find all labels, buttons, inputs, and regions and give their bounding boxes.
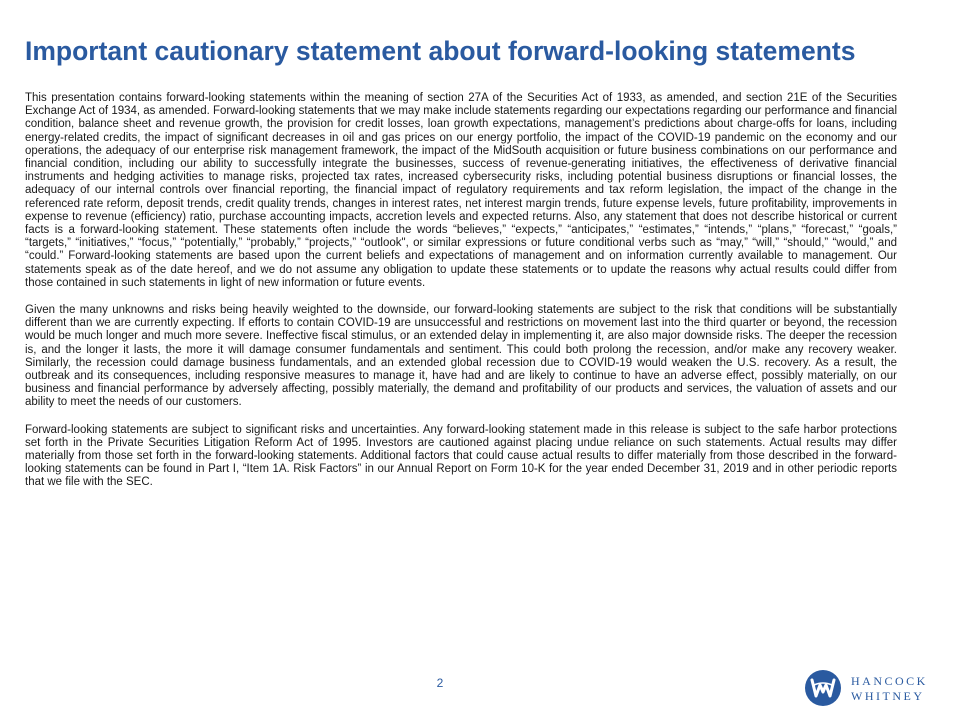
- disclaimer-body: [25, 92, 897, 504]
- logo-text-hancock: HANCOCK: [851, 674, 928, 688]
- disclaimer-paragraph-3: Forward-looking statements are subject to significant risks and uncertainties. Any forward-looking statement made in this release is subject to the safe harbor protections set forth in the Private Securities Litigation Reform Act of 1995. Investors are cautioned against placing undue reliance on such statements. Actual results may differ materially from those set forth in the forward-looking statements. Additional factors that could cause actual results to differ materially from those described in the forward-looking statements can be found in Part I, “Item 1A. Risk Factors” in our Annual Report on Form 10-K for the year ended December 31, 2019 and in other periodic reports that we file with the SEC.: [25, 423, 897, 489]
- hancock-whitney-logo: [805, 670, 935, 710]
- page-number: 2: [436, 676, 444, 690]
- disclaimer-paragraph-1: This presentation contains forward-looking statements within the meaning of section 27A of the Securities Act of 1933, as amended, and section 21E of the Securities Exchange Act of 1934, as amended. Forward-looking statements that we may make include statements regarding our expectations regarding our performance and financial condition, balance sheet and revenue growth, the provision for credit losses, loan growth expectations, management’s predictions about charge-offs for loans, including energy-related credits, the impact of significant decreases in oil and gas prices on our energy portfolio, the impact of the COVID-19 pandemic on the economy and our operations, the adequacy of our enterprise risk management framework, the impact of the MidSouth acquisition or future business combinations on our performance and financial condition, including our ability to successfully integrate the businesses, success of revenue-generating initiatives, the effectiveness of derivative financial instruments and hedging activities to manage risks, projected tax rates, increased cybersecurity risks, including potential business disruptions or financial losses, the adequacy of our internal controls over financial reporting, the financial impact of regulatory requirements and tax reform legislation, the impact of the change in the referenced rate reform, deposit trends, credit quality trends, changes in interest rates, net interest margin trends, future expense levels, future profitability, improvements in expense to revenue (efficiency) ratio, purchase accounting impacts, accretion levels and expected returns. Also, any statement that does not describe historical or current facts is a forward-looking statement. These statements often include the words “believes,” “expects,” “anticipates,” “estimates,” “intends,” “plans,” “forecast,” “goals,” “targets,” “initiatives,” “focus,” “potentially,” “probably,” “projects,” “outlook", or similar expressions or future conditional verbs such as “may,” “will,” “should,” “would,” and “could.” Forward-looking statements are based upon the current beliefs and expectations of management and on information currently available to management. Our statements speak as of the date hereof, and we do not assume any obligation to update these statements or to update the reasons why actual results could differ from those contained in such statements in light of new information or future events.: [25, 92, 897, 289]
- logo-text-whitney: WHITNEY: [851, 689, 925, 703]
- logo-mark-icon: [805, 670, 841, 706]
- slide-title: Important cautionary statement about forward-looking statements: [25, 36, 856, 66]
- disclaimer-paragraph-2: Given the many unknowns and risks being heavily weighted to the downside, our forward-looking statements are subject to the risk that conditions will be substantially different than we are currently expecting. If efforts to contain COVID-19 are unsuccessful and restrictions on movement last into the third quarter or beyond, the recession would be much longer and much more severe. Ineffective fiscal stimulus, or an extended delay in implementing it, are also major downside risks. The deeper the recession is, and the longer it lasts, the more it will damage consumer fundamentals and sentiment. This could both prolong the recession, and/or make any recovery weaker. Similarly, the recession could damage business fundamentals, and an extended global recession due to COVID-19 would weaken the U.S. recovery. As a result, the outbreak and its consequences, including responsive measures to manage it, have had and are likely to continue to have an adverse effect, possibly materially, on our business and financial performance by adversely affecting, possibly materially, the demand and profitability of our products and services, the valuation of assets and our ability to meet the needs of our customers.: [25, 304, 897, 409]
